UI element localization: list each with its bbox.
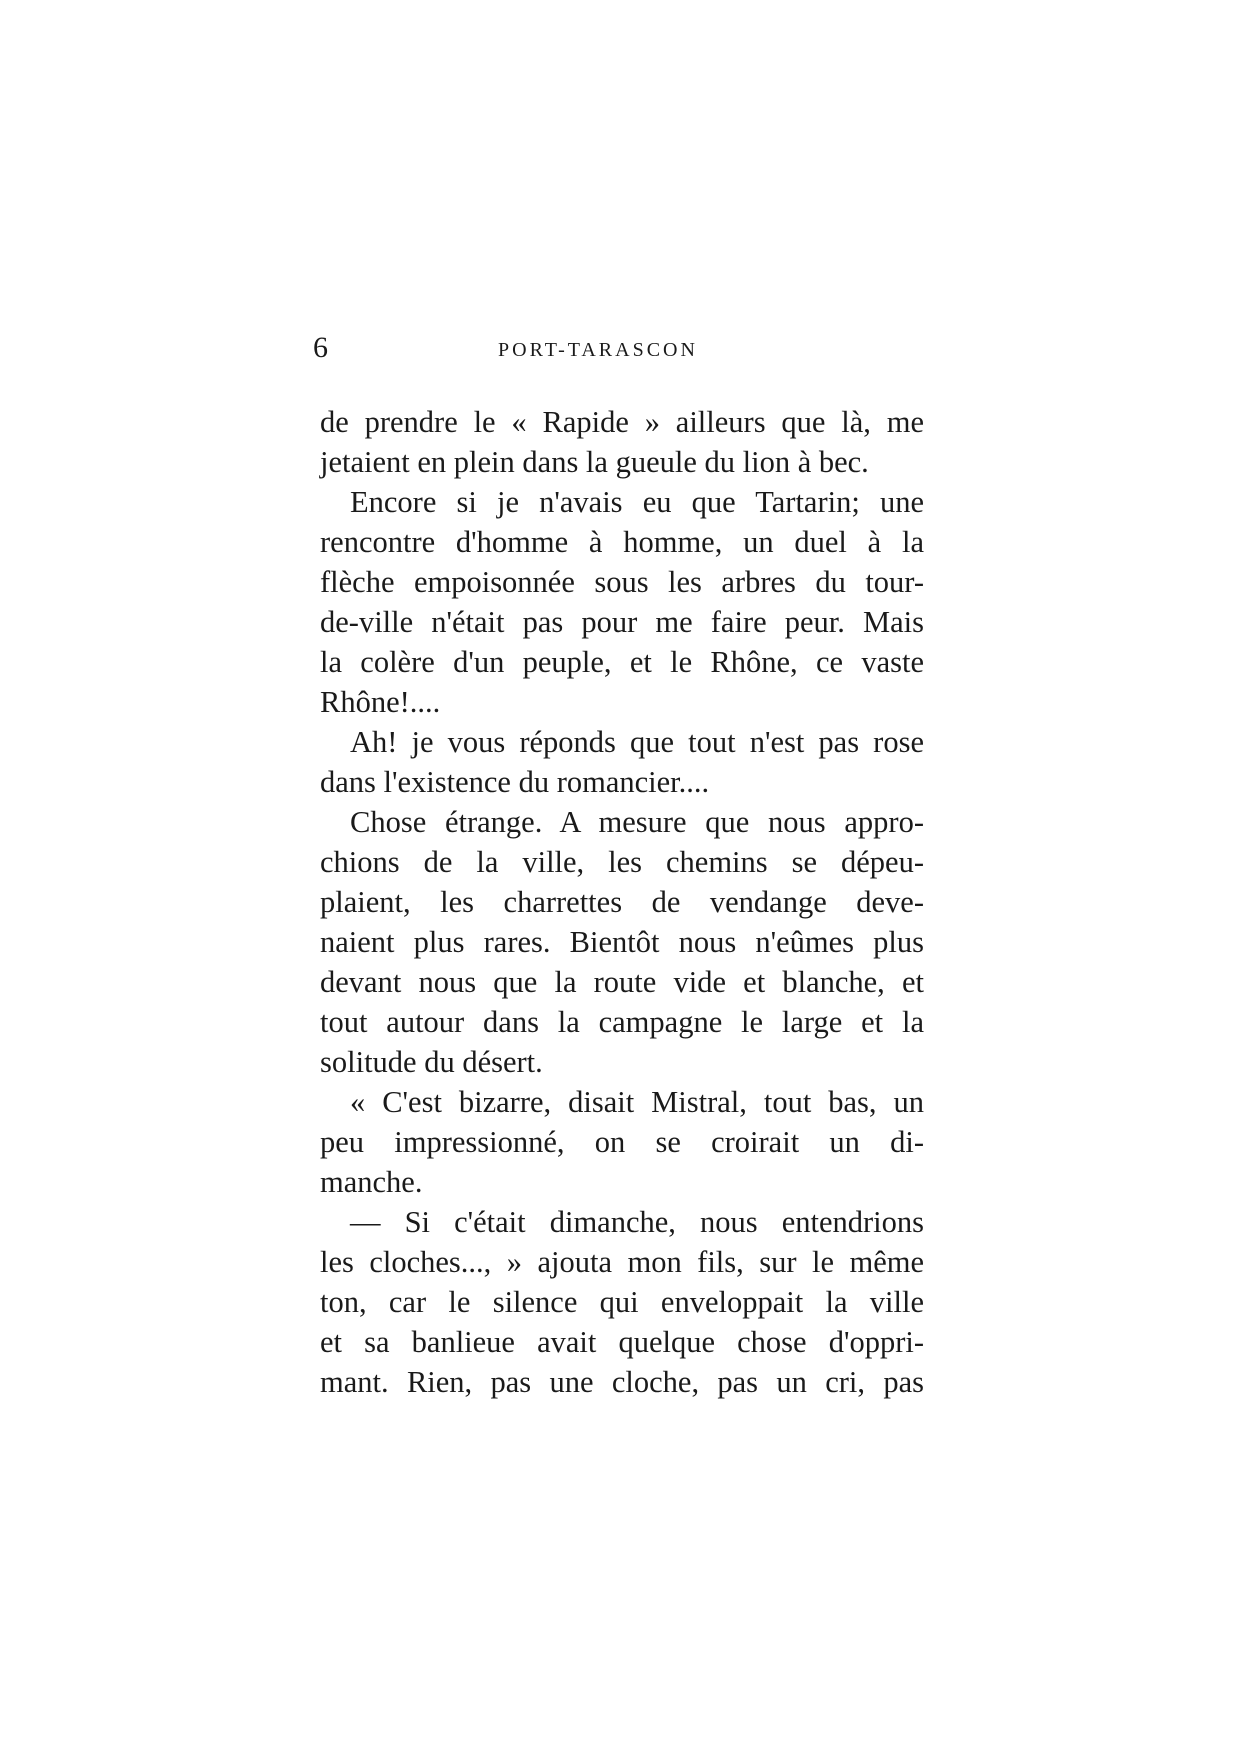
text-line: de-ville n'était pas pour me faire peur. Mais bbox=[320, 605, 924, 639]
text-line: mant. Rien, pas une cloche, pas un cri, pas bbox=[320, 1365, 924, 1399]
text-line: la colère d'un peuple, et le Rhône, ce vaste bbox=[320, 645, 924, 679]
body-text bbox=[320, 402, 924, 1402]
text-line: dans l'existence du romancier.... bbox=[320, 765, 710, 799]
text-line: « C'est bizarre, disait Mistral, tout bas, un bbox=[350, 1085, 924, 1119]
text-line: chions de la ville, les chemins se dépeu- bbox=[320, 845, 924, 879]
text-line: et sa banlieue avait quelque chose d'oppri- bbox=[320, 1325, 924, 1359]
text-line: Encore si je n'avais eu que Tartarin; une bbox=[350, 485, 924, 519]
text-line: Ah! je vous réponds que tout n'est pas rose bbox=[350, 725, 924, 759]
text-line: de prendre le « Rapide » ailleurs que là, me bbox=[320, 405, 924, 439]
text-line: solitude du désert. bbox=[320, 1045, 543, 1079]
text-line: Chose étrange. A mesure que nous appro- bbox=[350, 805, 924, 839]
text-line: Rhône!.... bbox=[320, 685, 441, 719]
text-line: peu impressionné, on se croirait un di- bbox=[320, 1125, 924, 1159]
text-line: manche. bbox=[320, 1165, 423, 1199]
text-line: jetaient en plein dans la gueule du lion à bec. bbox=[320, 445, 869, 479]
text-line: naient plus rares. Bientôt nous n'eûmes plus bbox=[320, 925, 924, 959]
text-line: — Si c'était dimanche, nous entendrions bbox=[350, 1205, 924, 1239]
text-line: rencontre d'homme à homme, un duel à la bbox=[320, 525, 924, 559]
running-title: PORT-TARASCON bbox=[498, 339, 698, 361]
text-line: les cloches..., » ajouta mon fils, sur le même bbox=[320, 1245, 924, 1279]
text-line: flèche empoisonnée sous les arbres du tour- bbox=[320, 565, 924, 599]
text-line: ton, car le silence qui enveloppait la ville bbox=[320, 1285, 924, 1319]
page-number: 6 bbox=[313, 331, 328, 364]
text-line: tout autour dans la campagne le large et la bbox=[320, 1005, 924, 1039]
text-line: plaient, les charrettes de vendange deve- bbox=[320, 885, 924, 919]
text-line: devant nous que la route vide et blanche, et bbox=[320, 965, 924, 999]
